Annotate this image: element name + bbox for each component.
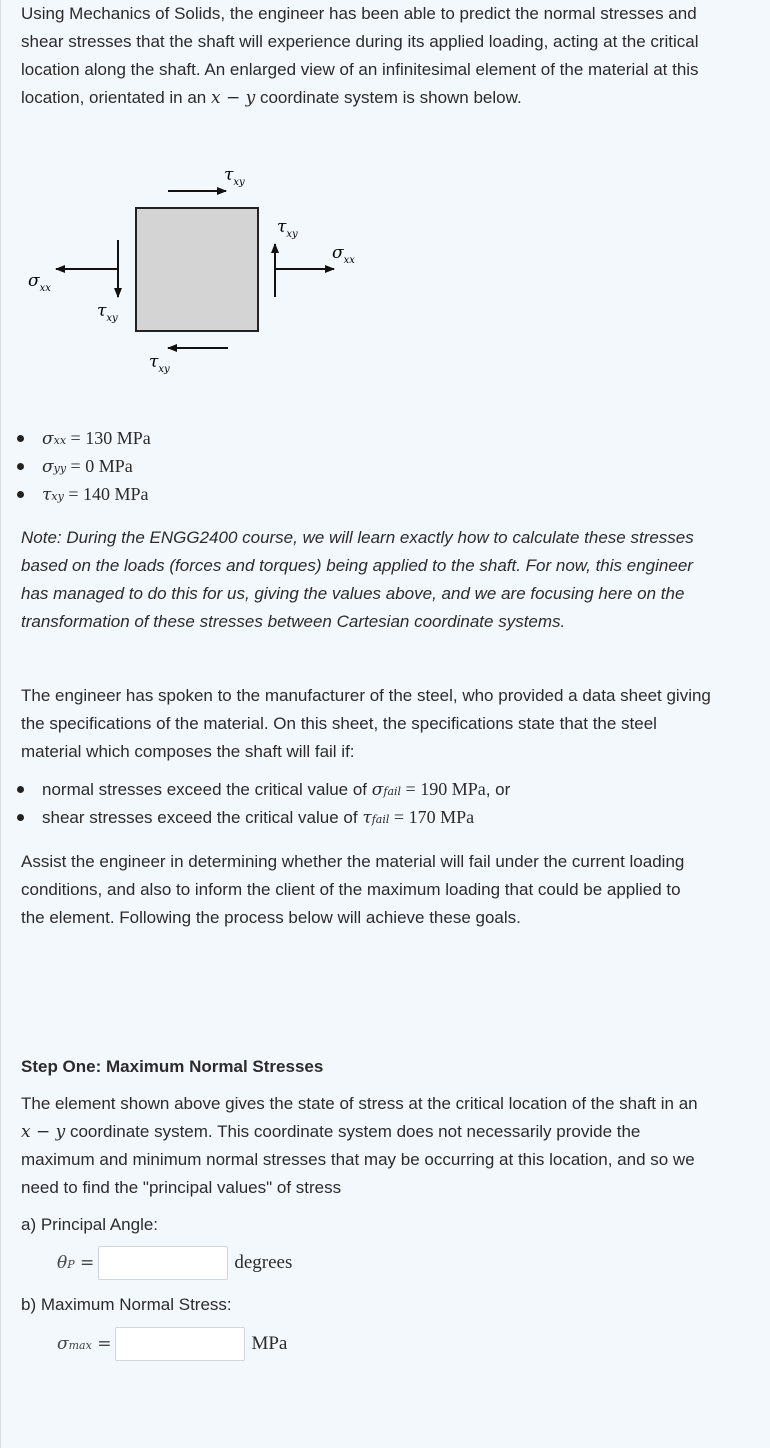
tau-right-label: $\tau_{xy}$ (277, 217, 298, 240)
given-values-list (0, 424, 740, 508)
step-one-heading: Step One: Maximum Normal Stresses (21, 1057, 324, 1076)
xy-math: x − y (210, 88, 256, 108)
mpa-unit: MPa (251, 1333, 288, 1354)
tau-bottom-label: $\tau_{xy}$ (149, 352, 170, 375)
stress-element-diagram (0, 150, 400, 390)
xy-math: x − y (21, 1122, 66, 1142)
given-sigma-yy: σyy = 0 MPa (0, 452, 740, 480)
intro-paragraph (21, 0, 751, 112)
tau-top-label: $\tau_{xy}$ (224, 165, 245, 188)
intro-line: location, orientated in an x − y coordinate system is shown below. (21, 88, 522, 108)
sigma-right-label: $\sigma_{xx}$ (332, 243, 355, 266)
spec-paragraph: The engineer has spoken to the manufacturer of the steel, who provided a data sheet giving the specifications of the material. On this sheet, the specifications state that the steel material which composes the shaft will fail if: (21, 686, 711, 761)
step-one-paragraph: The element shown above gives the state of stress at the critical location of the shaft in an x − y coordinate system. This coordinate system does not necessarily provide the maximum and minimum normal stresses that may be occurring at this location, and so we need to find the "principal values" of stress (21, 1094, 698, 1197)
max-normal-stress-input[interactable] (115, 1327, 245, 1361)
tau-left-label: $\tau_{xy}$ (97, 301, 118, 324)
criterion-shear: shear stresses exceed the critical value of τfail = 170 MPa (0, 803, 740, 831)
part-a-label: a) Principal Angle: (21, 1215, 159, 1234)
max-normal-stress-row (57, 1327, 287, 1361)
principal-angle-input[interactable] (98, 1246, 228, 1280)
criterion-normal: normal stresses exceed the critical value of σfail = 190 MPa, or (0, 775, 740, 803)
given-tau-xy: τxy = 140 MPa (0, 480, 740, 508)
failure-criteria-list (0, 775, 740, 831)
part-b-label: b) Maximum Normal Stress: (21, 1295, 232, 1314)
intro-line: shear stresses that the shaft will experience during its applied loading, acting at the critical (21, 32, 699, 51)
degrees-unit: degrees (234, 1252, 293, 1273)
note-paragraph: Note: During the ENGG2400 course, we will learn exactly how to calculate these stresses based on the loads (forces and torques) being applied to the shaft. For now, this engineer has managed to do this for us, giving the values above, and we are focusing here on the transformation of these stresses between Cartesian coordinate systems. (21, 528, 694, 631)
intro-line: location along the shaft. An enlarged view of an infinitesimal element of the material at this (21, 60, 699, 79)
sigma-max-symbol: σmax = (57, 1334, 112, 1354)
sigma-left-label: $\sigma_{xx}$ (28, 271, 51, 294)
assist-paragraph: Assist the engineer in determining whether the material will fail under the current loading conditions, and also to inform the client of the maximum loading that could be applied to the element. Following the process below will achieve these goals. (21, 852, 685, 927)
given-sigma-xx: σxx = 130 MPa (0, 424, 740, 452)
theta-p-symbol: θP = (57, 1253, 95, 1273)
element-square (136, 208, 258, 331)
intro-line: Using Mechanics of Solids, the engineer has been able to predict the normal stresses and (21, 4, 697, 23)
principal-angle-row (57, 1246, 292, 1280)
